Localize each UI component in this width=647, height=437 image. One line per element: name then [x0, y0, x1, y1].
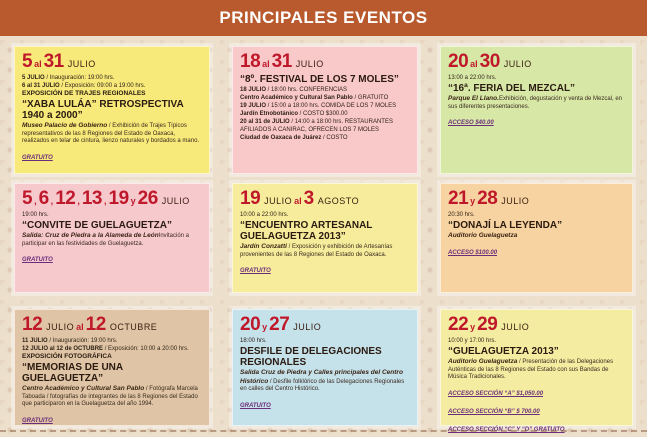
event-dates	[240, 52, 410, 72]
event-line	[240, 102, 410, 110]
event-title: “XABA LULÁA” RETROSPECTIVA 1940 a 2000”	[22, 99, 184, 121]
date-number: 18	[240, 51, 261, 72]
date-number: 5	[22, 51, 33, 72]
event-title: “8º. FESTIVAL DE LOS 7 MOLES”	[240, 74, 399, 85]
event-access-link[interactable]: GRATUITO	[22, 417, 53, 424]
event-venue: Jardín Conzatti	[240, 243, 287, 250]
event-access-link[interactable]: ACCESO SECCIÓN “C” Y “D” GRATUITO	[448, 426, 565, 433]
event-line-strong: 20 al 31 de JULIO	[240, 119, 290, 125]
event-access-link[interactable]: ACCESO $100.00	[448, 249, 498, 256]
event-line-text: 13:00 a 22:00 hrs.	[448, 75, 497, 81]
date-number: 12	[55, 188, 76, 209]
event-line-text: / Exposición: 09:00 a 19:00 hrs.	[59, 83, 146, 89]
event-line-text: / Exposición: 10:00 a 20:00 hrs.	[103, 346, 189, 352]
event-desc-text: Exhibición, degustación y venta de Mezcal, en sus diferentes presentaciones.	[448, 96, 623, 110]
event-desc-text: / Presentación de las Delegaciones Auténticas de las 8 Regiones del Estado con sus Bandas de Música Tradicionales.	[448, 359, 614, 380]
date-separator: ,	[77, 196, 80, 206]
date-number: 6	[38, 188, 49, 209]
date-separator: al	[262, 59, 270, 69]
event-link-row	[240, 394, 410, 412]
event-title: “MEMORIAS DE UNA GUELAGUETZA”	[22, 362, 123, 384]
event-title: “16ª. FERIA DEL MEZCAL”	[448, 83, 576, 94]
event-subtitle: EXPOSICIÓN FOTOGRÁFICA	[22, 353, 112, 360]
event-month: AGOSTO	[317, 196, 360, 206]
date-separator: y	[470, 196, 476, 206]
event-venue: Salida Cruz de Piedra y Calles principales del Centro Histórico	[240, 369, 403, 385]
date-number: 19	[240, 188, 261, 209]
event-dates	[22, 315, 202, 335]
event-line-text: / COSTO $300.00	[298, 111, 348, 117]
event-card	[440, 309, 633, 433]
event-month: JULIO	[501, 322, 530, 332]
page-title: PRINCIPALES EVENTOS	[219, 8, 428, 27]
event-card	[440, 183, 633, 293]
date-number: 20	[240, 314, 261, 335]
event-access-link[interactable]: GRATUITO	[240, 402, 271, 409]
event-dates	[448, 315, 625, 335]
event-link-row	[240, 259, 410, 277]
event-description	[448, 358, 625, 382]
event-line-strong: Ciudad de Oaxaca de Juárez	[240, 135, 322, 141]
date-number: 26	[137, 188, 158, 209]
event-line-text: 10:00 a 22:00 hrs.	[240, 212, 289, 218]
bottom-divider	[0, 430, 647, 432]
event-month: JULIO	[295, 59, 324, 69]
date-number: 29	[477, 314, 498, 335]
date-separator: al	[470, 59, 478, 69]
date-separator: y	[470, 322, 476, 332]
event-card	[232, 46, 418, 174]
date-number: 31	[271, 51, 292, 72]
event-link-row	[22, 409, 202, 427]
event-line	[22, 74, 202, 82]
date-number: 20	[448, 51, 469, 72]
event-description	[448, 95, 625, 111]
date-month: JULIO	[264, 196, 293, 206]
date-separator: y	[262, 322, 268, 332]
event-line-text: 18:00 hrs.	[240, 338, 267, 344]
event-card	[232, 183, 418, 293]
event-line-text: / 18:00 hrs. CONFERENCIAS	[266, 87, 348, 93]
event-link-row	[448, 418, 625, 436]
event-description	[240, 243, 410, 259]
event-line-text: / Inauguración: 19:00 hrs.	[47, 338, 118, 344]
event-line	[240, 337, 410, 345]
event-link-row	[448, 382, 625, 400]
event-line	[240, 118, 410, 134]
event-title: “CONVITE DE GUELAGUETZA”	[22, 220, 173, 231]
event-line	[22, 211, 202, 219]
event-card	[440, 46, 633, 174]
event-line-text: / Inauguración: 19:00 hrs.	[44, 75, 115, 81]
date-separator: ,	[50, 196, 54, 206]
event-line	[240, 110, 410, 118]
event-line-text: 19:00 hrs.	[22, 212, 49, 218]
date-number: 28	[477, 188, 498, 209]
event-card	[14, 46, 210, 174]
date-number: 12	[22, 314, 43, 335]
event-line	[22, 345, 202, 353]
event-link-row	[448, 111, 625, 129]
event-venue: Auditorio Guelaguetza	[448, 358, 518, 365]
date-separator: ,	[103, 196, 107, 206]
event-month: OCTUBRE	[109, 322, 158, 332]
event-venue: Salida: Cruz de Piedra a la Alameda de León	[22, 232, 159, 239]
event-access-link[interactable]: ACCESO SECCIÓN “B” $ 700.00	[448, 408, 540, 415]
event-desc-text: / Exposición y exhibición de Artesanías provenientes de las 8 Regiones del Estado de Oaxaca.	[240, 244, 393, 258]
event-card	[14, 183, 210, 293]
event-line-text: / 15:00 a 18:00 hrs. COMIDA DE LOS 7 MOLES	[266, 103, 397, 109]
date-number: 22	[448, 314, 469, 335]
event-line	[448, 337, 625, 345]
event-dates	[22, 52, 202, 72]
event-line-strong: 12 JULIO al 12 de OCTUBRE	[22, 346, 104, 352]
event-card	[14, 309, 210, 426]
date-separator: ,	[34, 196, 37, 206]
event-venue: Museo Palacio de Gobierno	[22, 122, 108, 129]
event-description	[240, 369, 410, 394]
event-line-text: / GRATUITO	[352, 95, 389, 101]
event-venue: Auditorio Guelaguetza	[448, 232, 518, 239]
event-link-row	[22, 248, 202, 266]
date-number: 13	[81, 188, 102, 209]
event-line-strong: 6 al 31 JULIO	[22, 83, 60, 89]
header-bar	[0, 0, 647, 36]
event-desc-text: Invitación a participar en las festividades de Guelaguetza.	[22, 233, 190, 247]
event-line	[448, 211, 625, 219]
event-line-text: / 14:00 a 18:00 hrs. RESTAURANTES AFILIADOS A CANIRAC, OFRECEN LOS 7 MOLES	[240, 119, 393, 133]
event-dates	[448, 52, 625, 72]
event-line-text: / COSTO	[321, 135, 348, 141]
event-line	[22, 82, 202, 90]
event-desc-text: / Desfile folklórico de las Delegaciones Regionales en calles del Centro Histórico.	[240, 378, 405, 392]
event-title: “ENCUENTRO ARTESANAL GUELAGUETZA 2013”	[240, 220, 373, 242]
event-line	[22, 337, 202, 345]
event-link-row	[448, 400, 625, 418]
date-month: JULIO	[46, 322, 75, 332]
event-month: JULIO	[503, 59, 532, 69]
event-link-row	[22, 146, 202, 164]
event-desc-text: / Fotógrafa Marcela Taboada / fotografías de integrantes de las 8 Regiones del Estado que participaron en la Guelaguetza del año 1994.	[22, 386, 198, 407]
event-line	[240, 94, 410, 102]
date-number: 5	[22, 188, 33, 209]
event-line-strong: 5 JULIO	[22, 75, 45, 81]
event-line	[240, 134, 410, 142]
date-number: 31	[43, 51, 64, 72]
date-separator: al	[294, 196, 302, 206]
event-line-strong: Centro Académico y Cultural San Pablo	[240, 95, 353, 101]
event-description	[22, 232, 202, 248]
event-venue: Centro Académico y Cultural San Pablo	[22, 385, 145, 392]
event-title: DESFILE DE DELEGACIONES REGIONALES	[240, 346, 382, 368]
date-separator: y	[130, 196, 136, 206]
event-dates	[448, 189, 625, 209]
date-number: 27	[269, 314, 290, 335]
event-title: “DONAJÍ LA LEYENDA”	[448, 220, 563, 231]
event-card	[232, 309, 418, 426]
event-access-link[interactable]: GRATUITO	[22, 154, 53, 161]
event-access-link[interactable]: GRATUITO	[240, 268, 271, 274]
date-separator: al	[76, 322, 84, 332]
event-line-strong: 11 JULIO	[22, 338, 48, 344]
event-line-strong: Jardín Etnobotánico	[240, 111, 299, 117]
event-line-text: 20:30 hrs.	[448, 212, 475, 218]
event-subtitle: EXPOSICIÓN DE TRAJES REGIONALES	[22, 90, 146, 97]
event-title: “GUELAGUETZA 2013”	[448, 346, 559, 357]
event-description	[22, 122, 202, 146]
date-number: 21	[448, 188, 469, 209]
event-line	[240, 86, 410, 94]
event-link-row	[448, 241, 625, 259]
event-line-text: 10:00 y 17:00 hrs.	[448, 338, 497, 344]
event-month: JULIO	[501, 196, 530, 206]
event-access-link[interactable]: GRATUITO	[22, 257, 53, 263]
date-number: 19	[108, 188, 129, 209]
event-dates	[22, 189, 202, 209]
date-number: 30	[479, 51, 500, 72]
event-access-link[interactable]: ACCESO $40.00	[448, 120, 494, 126]
event-line-strong: 18 JULIO	[240, 87, 267, 93]
event-month: JULIO	[161, 196, 190, 206]
event-dates	[240, 315, 410, 335]
event-desc-text: / Exhibición de Trajes Típicos representativos de las 8 Regiones del Estado de Oaxaca, realizados en telar de cintura, lienzo naturales y bordados a mano.	[22, 123, 200, 144]
date-number: 12	[85, 314, 106, 335]
event-line	[448, 74, 625, 82]
event-month: JULIO	[67, 59, 96, 69]
date-separator: al	[34, 59, 42, 69]
date-number: 3	[303, 188, 314, 209]
event-line	[240, 211, 410, 219]
event-access-link[interactable]: ACCESO SECCIÓN “A” $1,050.00	[448, 390, 544, 397]
event-venue: Parque El Llano.	[448, 95, 499, 102]
event-description	[448, 232, 625, 241]
event-description	[22, 385, 202, 409]
event-month: JULIO	[293, 322, 322, 332]
event-line-strong: 19 JULIO	[240, 103, 267, 109]
event-dates	[240, 189, 410, 209]
